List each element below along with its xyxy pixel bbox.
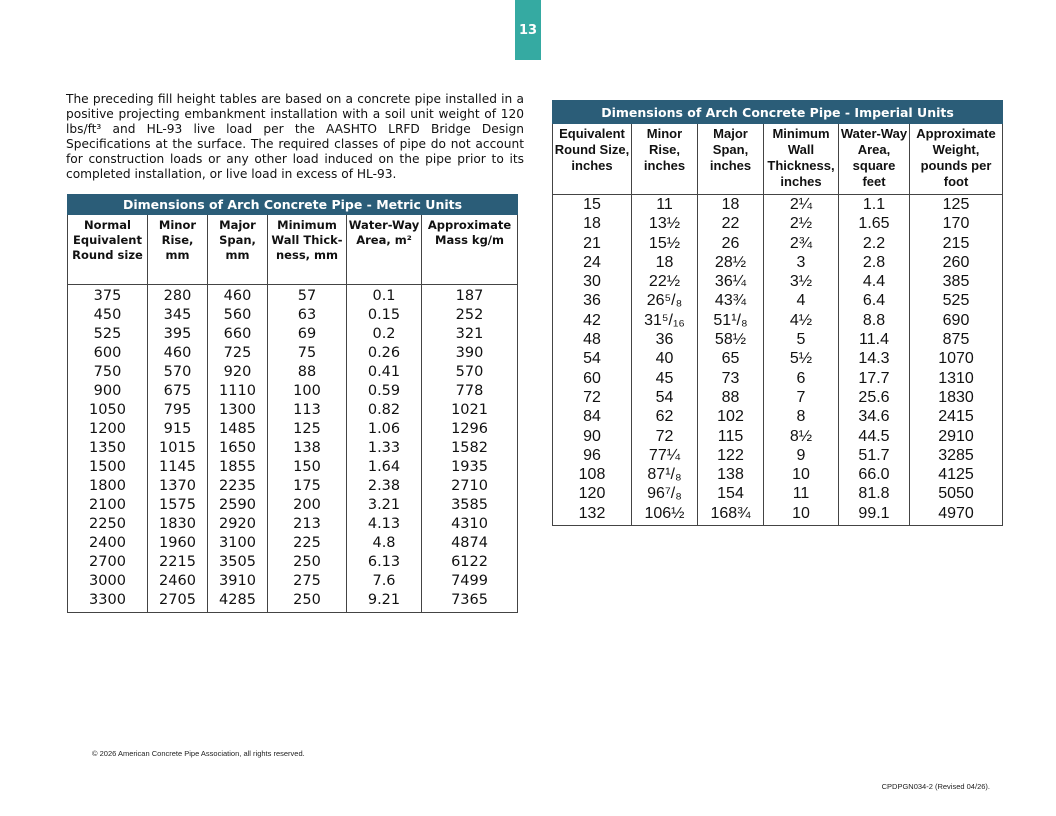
- table-cell: 36¼: [714, 273, 747, 291]
- imperial-header-cell: Minor Rise, inches: [632, 124, 698, 195]
- table-cell: 1015: [159, 440, 196, 456]
- table-cell: 2910: [938, 427, 974, 445]
- table-cell: 72: [655, 427, 674, 445]
- table-cell: 1800: [89, 478, 126, 494]
- table-cell: 750: [93, 364, 122, 380]
- table-cell: 88: [721, 388, 740, 406]
- table-cell: 69: [297, 326, 317, 342]
- table-cell: 200: [293, 497, 321, 513]
- table-cell: 2100: [89, 497, 126, 513]
- table-cell: 2710: [451, 478, 488, 494]
- table-cell: 525: [93, 326, 122, 342]
- table-cell: 3910: [219, 573, 256, 589]
- imperial-header-cell: Major Span, inches: [698, 124, 764, 195]
- metric-column: [347, 285, 422, 613]
- table-cell: 560: [223, 307, 252, 323]
- table-cell: 87¹/₈: [647, 466, 682, 484]
- table-cell: 1.64: [367, 459, 401, 475]
- table-cell: 72: [583, 388, 601, 406]
- table-cell: 43¾: [714, 292, 747, 310]
- table-cell: 10: [792, 466, 810, 484]
- table-cell: 8.8: [862, 311, 886, 329]
- table-cell: 1485: [219, 421, 256, 437]
- table-cell: 6: [796, 369, 806, 387]
- table-cell: 0.41: [367, 364, 401, 380]
- table-cell: 1830: [938, 388, 974, 406]
- table-cell: 3000: [89, 573, 126, 589]
- table-cell: 88: [297, 364, 317, 380]
- table-cell: 2½: [789, 215, 813, 233]
- table-cell: 2235: [219, 478, 256, 494]
- table-cell: 600: [93, 345, 122, 361]
- table-cell: 30: [583, 273, 601, 291]
- table-cell: 138: [717, 466, 744, 484]
- imperial-dimensions-table: [552, 100, 1003, 526]
- table-cell: 54: [583, 350, 601, 368]
- metric-header-cell: Minimum Wall Thick-ness, mm: [268, 215, 347, 285]
- table-cell: 260: [942, 253, 970, 271]
- table-cell: 62: [655, 408, 674, 426]
- table-cell: 778: [455, 383, 484, 399]
- table-cell: 450: [93, 307, 122, 323]
- table-cell: 1350: [89, 440, 126, 456]
- table-cell: 4.4: [862, 273, 886, 291]
- table-cell: 1575: [159, 497, 196, 513]
- table-cell: 3505: [219, 554, 256, 570]
- table-cell: 113: [293, 402, 321, 418]
- table-cell: 168¾: [710, 504, 751, 522]
- imperial-table-title: Dimensions of Arch Concrete Pipe - Imperial Units: [553, 101, 1003, 124]
- table-cell: 4.13: [367, 516, 401, 532]
- table-cell: 900: [93, 383, 122, 399]
- table-cell: 22: [721, 215, 740, 233]
- table-cell: 385: [942, 273, 970, 291]
- table-cell: 2.8: [862, 253, 886, 271]
- imperial-header-cell: Equivalent Round Size, inches: [553, 124, 632, 195]
- metric-column: [422, 285, 518, 613]
- metric-column: [68, 285, 148, 613]
- table-cell: 390: [455, 345, 484, 361]
- table-cell: 10: [792, 504, 810, 522]
- table-cell: 36: [583, 292, 601, 310]
- table-cell: 0.2: [372, 326, 396, 342]
- table-cell: 42: [583, 311, 601, 329]
- metric-table-title: Dimensions of Arch Concrete Pipe - Metric Units: [68, 195, 518, 215]
- table-cell: 1830: [159, 516, 196, 532]
- table-cell: 138: [293, 440, 321, 456]
- table-cell: 26⁵/₈: [646, 292, 683, 310]
- metric-dimensions-table: [67, 194, 518, 613]
- table-cell: 7499: [451, 573, 488, 589]
- table-cell: 1310: [938, 369, 974, 387]
- table-cell: 2415: [938, 408, 974, 426]
- copyright-notice: © 2026 American Concrete Pipe Association, all rights reserved.: [92, 749, 305, 758]
- table-cell: 115: [717, 427, 744, 445]
- table-cell: 1296: [451, 421, 488, 437]
- table-cell: 36: [655, 331, 674, 349]
- table-cell: 2.38: [367, 478, 401, 494]
- table-cell: 3.21: [367, 497, 401, 513]
- table-cell: 915: [163, 421, 192, 437]
- table-cell: 460: [163, 345, 192, 361]
- table-cell: 875: [942, 331, 970, 349]
- table-cell: 1935: [451, 459, 488, 475]
- metric-body-row: [68, 285, 518, 613]
- table-cell: 63: [297, 307, 317, 323]
- table-cell: 3½: [789, 273, 813, 291]
- table-cell: 73: [721, 369, 740, 387]
- table-cell: 125: [293, 421, 321, 437]
- table-cell: 1.1: [862, 196, 886, 213]
- table-cell: 100: [293, 383, 321, 399]
- table-cell: 15: [583, 196, 601, 213]
- table-cell: 525: [942, 292, 970, 310]
- table-cell: 125: [942, 196, 970, 213]
- metric-header-cell: Normal Equivalent Round size: [68, 215, 148, 285]
- table-cell: 795: [163, 402, 192, 418]
- table-cell: 4125: [938, 466, 974, 484]
- table-cell: 6122: [451, 554, 488, 570]
- table-cell: 2590: [219, 497, 256, 513]
- table-cell: 96: [583, 446, 601, 464]
- table-cell: 9: [796, 446, 806, 464]
- metric-header-cell: Water-Way Area, m²: [347, 215, 422, 285]
- imperial-column: [698, 195, 764, 526]
- table-cell: 60: [583, 369, 601, 387]
- table-cell: 1.06: [367, 421, 401, 437]
- table-cell: 0.26: [367, 345, 401, 361]
- table-cell: 77¼: [648, 446, 681, 464]
- table-cell: 11: [656, 196, 673, 213]
- table-cell: 132: [578, 504, 606, 522]
- table-cell: 3285: [938, 446, 974, 464]
- metric-header-row: [68, 215, 518, 285]
- table-cell: 920: [223, 364, 252, 380]
- metric-column: [208, 285, 268, 613]
- imperial-body-row: [553, 195, 1003, 526]
- imperial-column: [839, 195, 910, 526]
- table-cell: 187: [455, 288, 484, 304]
- table-cell: 66.0: [858, 466, 890, 484]
- table-cell: 18: [655, 253, 674, 271]
- table-cell: 11.4: [859, 331, 889, 349]
- table-cell: 4: [796, 292, 806, 310]
- table-cell: 15½: [648, 234, 681, 252]
- table-cell: 40: [655, 350, 674, 368]
- table-cell: 26: [721, 234, 740, 252]
- table-cell: 1021: [451, 402, 488, 418]
- table-cell: 4310: [451, 516, 488, 532]
- table-cell: 170: [942, 215, 970, 233]
- page-number-tab: [515, 0, 541, 60]
- table-cell: 4.8: [372, 535, 396, 551]
- table-cell: 0.15: [367, 307, 401, 323]
- table-cell: 75: [297, 345, 317, 361]
- table-cell: 321: [455, 326, 484, 342]
- table-cell: 106½: [644, 504, 685, 522]
- imperial-header-cell: Approximate Weight, pounds per foot: [910, 124, 1003, 195]
- table-cell: 4285: [219, 592, 256, 608]
- table-cell: 725: [223, 345, 252, 361]
- imperial-column: [764, 195, 839, 526]
- metric-header-cell: Minor Rise, mm: [148, 215, 208, 285]
- table-cell: 1855: [219, 459, 256, 475]
- table-cell: 11: [792, 485, 810, 503]
- table-cell: 1960: [159, 535, 196, 551]
- imperial-header-cell: Water-Way Area, square feet: [839, 124, 910, 195]
- intro-paragraph: The preceding fill height tables are based on a concrete pipe installed in a positive projecting embankment installation with a soil unit weight of 120 lbs/ft³ and HL-93 live load per the AASHTO LRFD Bridge Design Specifications at the surface. The required classes of pipe do not account for construction loads or any other load induced on the pipe prior to its completed installation, or live load in excess of HL-93.: [66, 92, 524, 181]
- table-cell: 22½: [648, 273, 681, 291]
- table-cell: 4970: [938, 504, 974, 522]
- table-cell: 13½: [648, 215, 681, 233]
- table-cell: 395: [163, 326, 192, 342]
- document-number: CPDPGN034-2 (Revised 04/26).: [881, 782, 990, 791]
- imperial-column: [910, 195, 1003, 526]
- table-cell: 96⁷/₈: [647, 485, 682, 503]
- table-cell: 18: [583, 215, 601, 233]
- page-number: 13: [518, 22, 538, 38]
- table-cell: 2.2: [862, 234, 886, 252]
- table-cell: 81.8: [858, 485, 890, 503]
- table-cell: 675: [163, 383, 192, 399]
- table-cell: 102: [717, 408, 744, 426]
- metric-column: [268, 285, 347, 613]
- table-cell: 1145: [159, 459, 196, 475]
- table-cell: 2920: [219, 516, 256, 532]
- imperial-column: [632, 195, 698, 526]
- table-cell: 2¼: [789, 196, 813, 213]
- table-cell: 345: [163, 307, 192, 323]
- imperial-column: [553, 195, 632, 526]
- table-cell: 17.7: [858, 369, 890, 387]
- table-cell: 690: [942, 311, 970, 329]
- table-cell: 460: [223, 288, 252, 304]
- table-cell: 57: [297, 288, 317, 304]
- table-cell: 84: [583, 408, 601, 426]
- table-cell: 21: [583, 234, 601, 252]
- table-cell: 225: [293, 535, 321, 551]
- table-cell: 44.5: [858, 427, 890, 445]
- table-cell: 6.13: [367, 554, 401, 570]
- metric-header-cell: Major Span, mm: [208, 215, 268, 285]
- metric-header-cell: Approximate Mass kg/m: [422, 215, 518, 285]
- table-cell: 660: [223, 326, 252, 342]
- table-cell: 2705: [159, 592, 196, 608]
- table-cell: 1370: [159, 478, 196, 494]
- table-cell: 0.59: [367, 383, 401, 399]
- table-cell: 1.33: [367, 440, 401, 456]
- table-cell: 0.82: [367, 402, 401, 418]
- table-cell: 2400: [89, 535, 126, 551]
- table-cell: 1582: [451, 440, 488, 456]
- table-cell: 1050: [89, 402, 126, 418]
- table-cell: 1.65: [858, 215, 890, 233]
- table-cell: 5½: [789, 350, 813, 368]
- table-cell: 3100: [219, 535, 256, 551]
- table-cell: 7: [796, 388, 806, 406]
- table-cell: 0.1: [372, 288, 396, 304]
- table-cell: 280: [163, 288, 192, 304]
- table-cell: 99.1: [858, 504, 890, 522]
- table-cell: 9.21: [367, 592, 401, 608]
- table-cell: 215: [942, 234, 970, 252]
- table-cell: 1300: [219, 402, 256, 418]
- table-cell: 570: [163, 364, 192, 380]
- table-cell: 58½: [714, 331, 747, 349]
- table-cell: 14.3: [858, 350, 890, 368]
- table-cell: 250: [293, 592, 321, 608]
- table-cell: 1200: [89, 421, 126, 437]
- metric-column: [148, 285, 208, 613]
- table-cell: 2215: [159, 554, 196, 570]
- table-cell: 51¹/₈: [713, 311, 748, 329]
- table-cell: 250: [293, 554, 321, 570]
- table-cell: 7.6: [372, 573, 396, 589]
- table-cell: 570: [455, 364, 484, 380]
- table-cell: 65: [721, 350, 740, 368]
- table-cell: 275: [293, 573, 321, 589]
- table-cell: 1500: [89, 459, 126, 475]
- table-cell: 108: [578, 466, 606, 484]
- table-cell: 28½: [714, 253, 747, 271]
- imperial-header-row: [553, 124, 1003, 195]
- table-cell: 5050: [938, 485, 974, 503]
- table-cell: 175: [293, 478, 321, 494]
- table-cell: 2460: [159, 573, 196, 589]
- table-cell: 154: [717, 485, 744, 503]
- table-cell: 120: [578, 485, 606, 503]
- table-cell: 2700: [89, 554, 126, 570]
- table-cell: 150: [293, 459, 321, 475]
- table-cell: 51.7: [858, 446, 890, 464]
- table-cell: 1650: [219, 440, 256, 456]
- table-cell: 2250: [89, 516, 126, 532]
- table-cell: 5: [796, 331, 806, 349]
- table-cell: 48: [583, 331, 601, 349]
- table-cell: 31⁵/₁₆: [644, 311, 685, 329]
- table-cell: 213: [293, 516, 321, 532]
- table-cell: 122: [717, 446, 744, 464]
- imperial-header-cell: Minimum Wall Thickness, inches: [764, 124, 839, 195]
- table-cell: 4½: [789, 311, 813, 329]
- table-cell: 54: [655, 388, 674, 406]
- table-cell: 1110: [219, 383, 256, 399]
- table-cell: 3: [796, 253, 806, 271]
- table-cell: 3300: [89, 592, 126, 608]
- table-cell: 34.6: [858, 408, 890, 426]
- table-cell: 7365: [451, 592, 488, 608]
- table-cell: 6.4: [862, 292, 886, 310]
- table-cell: 18: [721, 196, 740, 213]
- table-cell: 375: [93, 288, 122, 304]
- table-cell: 25.6: [858, 388, 890, 406]
- table-cell: 8: [796, 408, 806, 426]
- table-cell: 90: [583, 427, 601, 445]
- table-cell: 3585: [451, 497, 488, 513]
- table-cell: 24: [583, 253, 601, 271]
- table-cell: 4874: [451, 535, 488, 551]
- table-cell: 1070: [938, 350, 974, 368]
- table-cell: 2¾: [789, 234, 813, 252]
- table-cell: 8½: [789, 427, 813, 445]
- table-cell: 252: [455, 307, 484, 323]
- table-cell: 45: [655, 369, 674, 387]
